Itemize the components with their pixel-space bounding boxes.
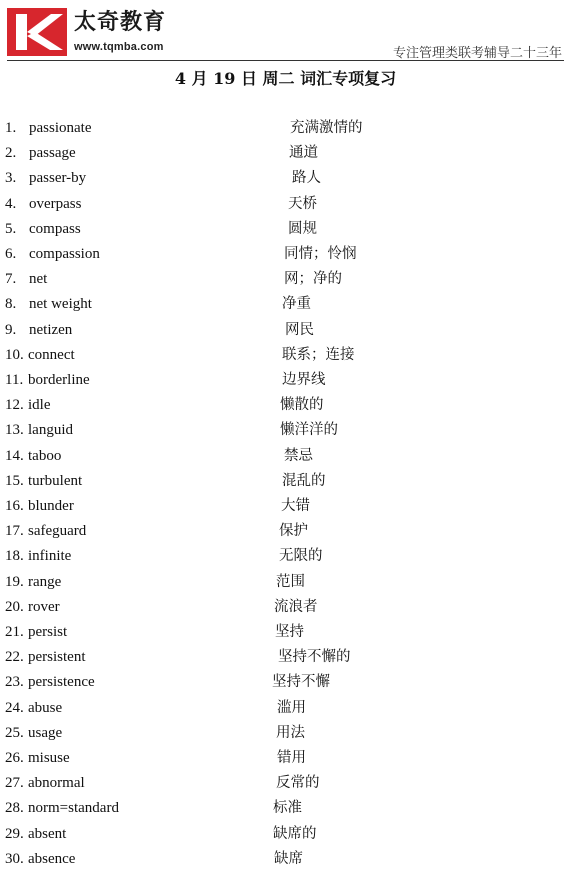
vocab-english: misuse	[28, 750, 70, 766]
vocab-english: overpass	[29, 195, 82, 212]
vocab-number: 12.	[5, 397, 24, 414]
vocab-english: borderline	[28, 372, 90, 388]
vocab-english: netizen	[29, 321, 73, 338]
vocab-number: 19.	[5, 573, 24, 590]
vocab-row	[0, 192, 571, 216]
vocab-number: 16.	[5, 498, 24, 514]
vocab-row	[0, 595, 571, 619]
vocab-number: 3.	[5, 170, 17, 187]
vocab-number: 14.	[5, 447, 24, 464]
vocab-row	[0, 822, 571, 846]
vocab-english: idle	[28, 397, 51, 414]
vocab-row	[0, 116, 571, 140]
vocab-row	[0, 217, 571, 241]
vocab-row	[0, 570, 571, 594]
vocab-chinese: 滥用	[277, 699, 306, 716]
vocab-row	[0, 368, 571, 392]
vocab-chinese: 坚持不懈	[272, 674, 330, 691]
vocab-number: 5.	[5, 220, 17, 237]
logo-url: www.tqmba.com	[74, 41, 164, 53]
vocab-row	[0, 444, 571, 468]
vocab-row	[0, 696, 571, 720]
vocab-chinese: 流浪者	[274, 598, 318, 615]
vocab-row	[0, 267, 571, 291]
vocab-english: compassion	[29, 246, 100, 262]
vocab-english: range	[28, 573, 62, 590]
vocab-row	[0, 494, 571, 518]
vocab-english: usage	[28, 724, 63, 741]
vocab-number: 22.	[5, 649, 24, 666]
vocab-chinese: 网；净的	[284, 271, 342, 288]
page-title: 4 月 19 日 周二 词汇专项复习	[174, 69, 397, 88]
vocab-english: absence	[28, 850, 76, 867]
vocab-row	[0, 292, 571, 316]
vocab-english: compass	[29, 220, 81, 237]
vocab-number: 1.	[5, 120, 17, 136]
vocab-english: blunder	[28, 498, 74, 514]
vocab-number: 7.	[5, 271, 17, 288]
vocab-number: 18.	[5, 548, 24, 565]
vocab-row	[0, 166, 571, 190]
vocab-chinese: 懒洋洋的	[280, 422, 338, 439]
vocab-english: turbulent	[28, 472, 83, 489]
vocab-row	[0, 620, 571, 644]
vocab-number: 28.	[5, 800, 24, 817]
vocab-number: 21.	[5, 624, 24, 640]
vocab-number: 6.	[5, 246, 17, 262]
vocab-row	[0, 645, 571, 669]
vocab-chinese: 充满激情的	[290, 120, 363, 136]
vocab-english: norm=standard	[28, 800, 119, 817]
vocab-chinese: 圆规	[288, 220, 317, 237]
vocab-chinese: 范围	[276, 573, 305, 590]
vocab-english: persistent	[28, 649, 86, 666]
vocab-row	[0, 393, 571, 417]
vocab-row	[0, 318, 571, 342]
vocab-row	[0, 544, 571, 568]
vocab-chinese: 坚持	[275, 624, 304, 640]
vocab-number: 24.	[5, 699, 24, 716]
vocab-chinese: 天桥	[288, 195, 317, 212]
vocab-english: infinite	[28, 548, 72, 565]
vocab-english: abnormal	[28, 775, 85, 792]
vocab-chinese: 坚持不懈的	[278, 649, 351, 666]
vocab-row	[0, 418, 571, 442]
vocab-chinese: 网民	[285, 321, 314, 338]
vocab-english: taboo	[28, 447, 62, 464]
vocab-chinese: 边界线	[282, 372, 326, 388]
vocab-chinese: 同情；怜悯	[284, 246, 357, 262]
vocab-english: persistence	[28, 674, 95, 691]
vocab-number: 25.	[5, 724, 24, 741]
vocab-row	[0, 343, 571, 367]
vocab-number: 26.	[5, 750, 24, 766]
vocab-row	[0, 141, 571, 165]
vocab-number: 30.	[5, 850, 24, 867]
vocab-english: connect	[28, 346, 75, 363]
vocab-english: absent	[28, 825, 67, 842]
vocab-number: 2.	[5, 145, 17, 162]
vocab-english: languid	[28, 422, 73, 439]
vocab-row	[0, 519, 571, 543]
vocab-chinese: 混乱的	[282, 472, 326, 489]
vocab-row	[0, 796, 571, 820]
vocab-row	[0, 721, 571, 745]
vocab-english: safeguard	[28, 523, 87, 540]
vocab-row	[0, 746, 571, 770]
vocab-number: 20.	[5, 598, 24, 615]
vocab-number: 23.	[5, 674, 24, 691]
vocab-chinese: 无限的	[279, 548, 323, 565]
vocab-number: 8.	[5, 296, 17, 313]
vocab-number: 10.	[5, 346, 24, 363]
vocab-english: net	[29, 271, 48, 288]
vocab-number: 4.	[5, 195, 17, 212]
vocab-number: 29.	[5, 825, 24, 842]
vocab-number: 9.	[5, 321, 17, 338]
vocab-chinese: 净重	[282, 296, 311, 313]
vocab-english: rover	[28, 598, 60, 615]
vocab-english: abuse	[28, 699, 63, 716]
vocab-row	[0, 771, 571, 795]
vocab-row	[0, 242, 571, 266]
vocab-number: 13.	[5, 422, 24, 439]
vocab-chinese: 缺席	[274, 850, 303, 867]
logo-name: 太奇教育	[74, 10, 167, 35]
vocab-row	[0, 847, 571, 871]
vocab-chinese: 保护	[279, 523, 308, 540]
vocab-chinese: 联系；连接	[282, 346, 355, 363]
vocab-english: net weight	[29, 296, 92, 313]
vocab-number: 11.	[5, 372, 24, 388]
vocab-number: 17.	[5, 523, 24, 540]
vocab-english: passionate	[29, 120, 92, 136]
vocab-chinese: 错用	[277, 750, 306, 766]
vocab-chinese: 禁忌	[284, 447, 313, 464]
vocab-english: passage	[29, 145, 76, 162]
vocab-chinese: 缺席的	[273, 825, 317, 842]
vocab-chinese: 反常的	[276, 775, 320, 792]
header-tagline: 专注管理类联考辅导二十三年	[392, 46, 562, 61]
vocab-chinese: 懒散的	[280, 397, 324, 414]
vocab-row	[0, 670, 571, 694]
vocab-chinese: 用法	[276, 724, 305, 741]
vocab-chinese: 通道	[289, 145, 318, 162]
vocab-row	[0, 469, 571, 493]
vocab-english: persist	[28, 624, 68, 640]
vocab-chinese: 大错	[281, 498, 310, 514]
vocab-chinese: 路人	[292, 170, 321, 187]
vocab-chinese: 标准	[273, 800, 302, 817]
vocab-number: 27.	[5, 775, 24, 792]
vocab-english: passer-by	[29, 170, 87, 187]
vocab-number: 15.	[5, 472, 24, 489]
